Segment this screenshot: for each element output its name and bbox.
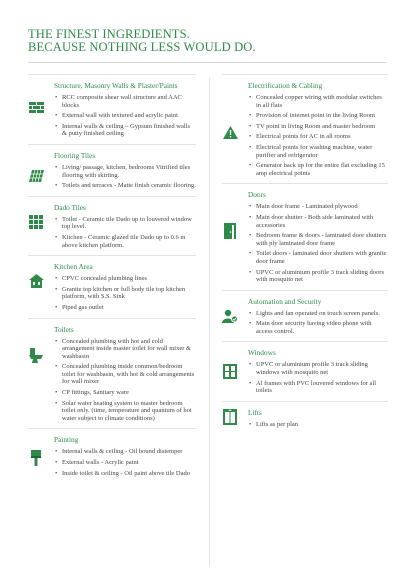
left-column — [28, 74, 196, 483]
kitchen-icon — [28, 273, 44, 289]
section-windows — [222, 341, 388, 394]
brick-wall-icon — [28, 100, 44, 116]
list-item: • RCC composite shear wall structure and AAC blocks — [54, 94, 196, 109]
page-title — [28, 28, 388, 54]
list-item: • Toilet - Ceramic tile Dado up to louvered window top level. — [54, 216, 196, 231]
list-item: • Solar water heating system to master bedroom toilet only. (time, temperature and quantum of hot water subject to climate conditions) — [54, 400, 196, 423]
section-title: Kitchen Area — [54, 262, 93, 272]
list-item: • CP fittings, Sanitary ware — [54, 389, 196, 397]
list-item: • Granite top kitchen or full body tile top kitchen platform, with S.S. Sink — [54, 286, 196, 301]
header-divider — [28, 62, 386, 63]
section-title: Structure, Masonry Walls & Plaster/Paints — [54, 81, 178, 90]
section-title: Toilets — [54, 324, 74, 334]
section-painting — [28, 428, 196, 477]
column-divider — [209, 78, 210, 566]
item-list — [248, 203, 388, 283]
electric-warning-icon — [222, 124, 238, 140]
lift-icon — [222, 409, 238, 425]
list-item: • External wall with textured and acrylic paint — [54, 112, 196, 120]
list-item: • Piped gas outlet — [54, 304, 196, 312]
list-item: • Lights and fan operated on touch screen panels. — [248, 310, 388, 318]
list-item: • Concealed plumbing with hot and cold arrangement inside master toilet for wall mixer & washbasin — [54, 338, 196, 361]
list-item: • Internal walls & ceiling - Oil bound distemper — [54, 448, 196, 456]
section-title: Windows — [248, 348, 276, 358]
section-doors — [222, 183, 388, 283]
item-list — [54, 94, 196, 138]
list-item: • Bedroom frame & doors - laminated door shutters with ply laminated door frame — [248, 232, 388, 247]
section-title: Painting — [54, 435, 79, 445]
list-item: • Concealed plumbing inside common/bedroom toilet for washbasin, with hot & cold arrangements for wall mixer — [54, 363, 196, 386]
list-item: • Main door security having video phone with access control. — [248, 320, 388, 335]
section-title: Electrification & Cabling — [248, 81, 323, 90]
item-list — [248, 361, 388, 394]
section-title: Flooring Tiles — [54, 150, 96, 160]
section-kitchen — [28, 255, 196, 311]
section-automation — [222, 290, 388, 336]
item-list — [54, 275, 196, 311]
window-icon — [222, 363, 238, 379]
list-item: • Electrical points for AC in all rooms — [248, 133, 388, 141]
list-item: • Lifts as per plan — [248, 421, 388, 429]
item-list — [248, 94, 388, 177]
list-item: • Concealed copper wiring with modular switches in all flats — [248, 94, 388, 109]
list-item: • Kitchen - Ceramic glazed tile Dado up to 0.6 m above kitchen platform. — [54, 234, 196, 249]
item-list — [54, 216, 196, 249]
list-item: • Main door frame - Laminated plywood — [248, 203, 388, 211]
item-list — [54, 164, 196, 190]
section-title: Automation and Security — [248, 296, 322, 306]
list-item: • Inside toilet & ceiling - Oil paint above tile Dado — [54, 470, 196, 478]
tiles-icon — [28, 214, 44, 230]
item-list — [248, 310, 388, 336]
section-title: Doors — [248, 190, 266, 200]
list-item: • Provision of internet point in the living Room — [248, 112, 388, 120]
door-icon — [222, 223, 238, 239]
list-item: • Main door shutter - Both side laminated with accessories — [248, 214, 388, 229]
section-electrification — [222, 74, 388, 177]
section-toilets — [28, 318, 196, 423]
section-title: Lifts — [248, 407, 262, 417]
list-item: • UPVC or aluminium profile 3 track sliding doors with mosquito net — [248, 269, 388, 284]
list-item: • UPVC or aluminium profile 3 track sliding windows with mosquito net — [248, 361, 388, 376]
toilet-icon — [28, 348, 44, 364]
list-item: • CPVC concealed plumbing lines — [54, 275, 196, 283]
page-title-line-1: THE FINEST INGREDIENTS. — [28, 27, 190, 41]
section-lifts — [222, 401, 388, 429]
item-list — [54, 338, 196, 423]
list-item: • Generator back up for the entire flat excluding 15 amp electrical points — [248, 162, 388, 177]
list-item: • Internal walls & ceiling – Gypsum finished walls & putty finished ceiling — [54, 123, 196, 138]
section-dado-tiles — [28, 196, 196, 249]
page-title-line-2: BECAUSE NOTHING LESS WOULD DO. — [28, 40, 256, 54]
list-item: • Electrical points for washing machine, water purifier and refrigerator — [248, 144, 388, 159]
floor-tiles-icon — [28, 168, 44, 184]
section-structure — [28, 74, 196, 138]
item-list — [54, 448, 196, 477]
list-item: • Toilets and terraces - Matte finish ceramic flooring. — [54, 182, 196, 190]
security-user-icon — [222, 308, 238, 324]
list-item: • External walls - Acrylic paint — [54, 459, 196, 467]
list-item: • Al frames with PVC louvered windows for all toilets — [248, 380, 388, 395]
section-title: Dado Tiles — [54, 202, 86, 212]
section-flooring — [28, 144, 196, 190]
list-item: • Living/ passage, kitchen, bedrooms Vitrified tiles flooring with skirting. — [54, 164, 196, 179]
item-list — [248, 421, 388, 429]
right-column — [222, 74, 388, 434]
list-item: • Toilet doors - laminated door shutters with granite door frame — [248, 250, 388, 265]
paint-brush-icon — [28, 450, 44, 466]
list-item: • TV point in living Room and master bedroom — [248, 123, 388, 131]
